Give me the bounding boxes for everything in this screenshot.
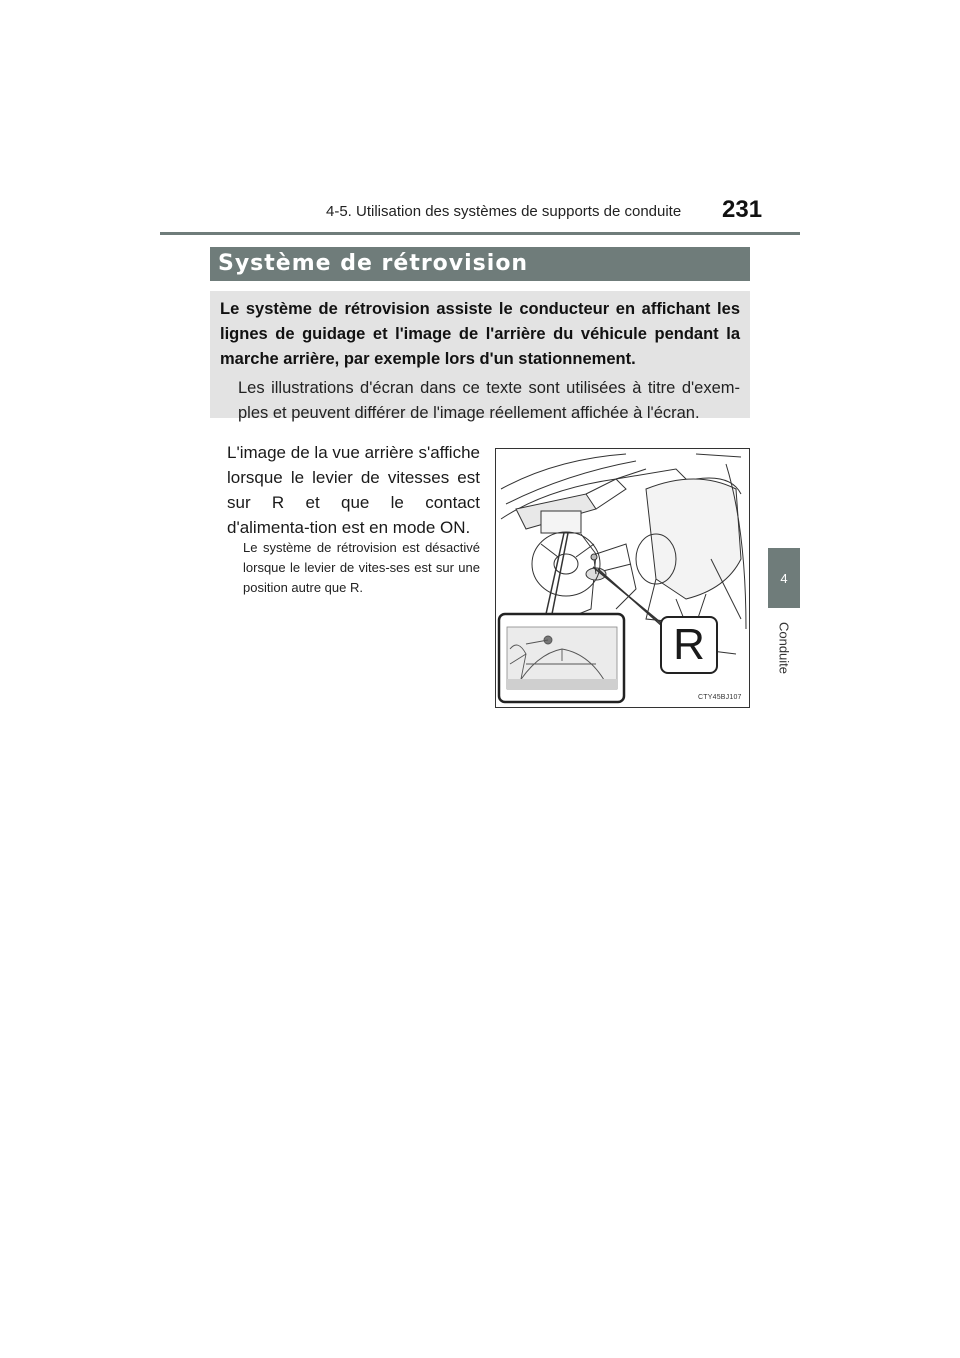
intro-box [210,291,750,422]
rear-view-camera-illustration [495,448,750,708]
body-note: Le système de rétrovision est désactivé lorsque le levier de vites-ses est sur une position autre que R. [243,540,480,595]
intro-summary: Le système de rétrovision assiste le conducteur en affichant les lignes de guidage et l'image de l'arrière du véhicule pendant la marche arrière, par exemple lors d'un stationnement. [220,300,740,368]
page-number: 231 [722,196,763,223]
chapter-number: 4 [780,570,788,586]
gear-r-label: R [660,616,718,674]
body-paragraph: L'image de la vue arrière s'affiche lorsque le levier de vitesses est sur R et que le contact d'alimenta-tion est en mode ON. [227,443,480,537]
chapter-tab [768,548,800,608]
chapter-label: Conduite [776,621,792,675]
intro-note: Les illustrations d'écran dans ce texte sont utilisées à titre d'exem-ples et peuvent différer de l'image réellement affichée à l'écran. [238,379,740,422]
header-divider [160,232,800,235]
section-header: 4-5. Utilisation des systèmes de supports de conduite [326,203,682,220]
section-title: Système de rétrovision [210,247,750,281]
figure-code: CTY45BJ107 [698,694,742,701]
